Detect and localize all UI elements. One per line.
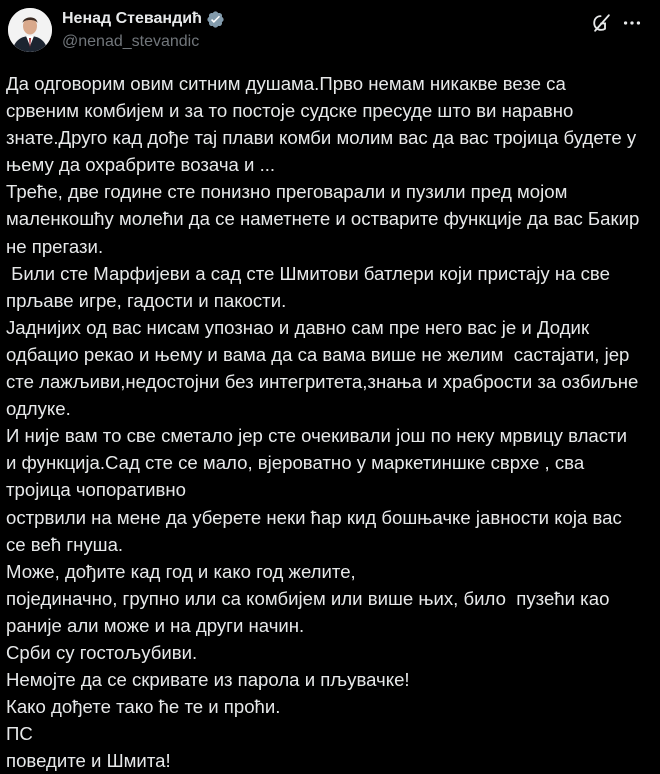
post-line: знате.Друго кад дође тај плави комби молим вас да вас тројица будете у [6,127,637,149]
display-name-row [62,8,225,30]
post-line: и функција.Сад сте се мало, вјероватно у маркетиншке сврхе , сва [6,452,585,474]
post-line: Како дођете тако ће те и проћи. [6,696,281,718]
post-line: се већ гнуша. [6,533,124,555]
verified-badge-icon [206,10,225,29]
post-header [0,0,660,60]
handle[interactable]: @nenad_stevandic [62,33,200,50]
post-line: срвеним комбијем и за то постоје судске пресуде што ви наравно [6,100,574,122]
post-text [6,70,652,774]
avatar-image [8,8,52,52]
display-name[interactable]: Ненад Стевандић [62,10,202,27]
post-line: острвили на мене да уберете неки ћар кид бошњачке јавности која вас [6,506,622,528]
more-options-icon[interactable] [621,12,643,34]
post-line: не прегази. [6,235,104,257]
post-line: раније али може и на други начин. [6,614,305,636]
post-line: Немојте да се скривате из парола и пљувачке! [6,669,410,691]
post-line: Може, дођите кад год и како год желите, [6,560,356,582]
post-line: И није вам то све сметало јер сте очекивали још по неку мрвицу власти [6,425,627,447]
post-line: Да одговорим овим ситним душама.Прво немам никакве везе са [6,73,566,94]
post-line: Треће, две године сте понизно преговарали и пузили пред мојом [6,181,568,203]
author-names [62,8,225,51]
post-line: Срби су гостољубиви. [6,641,198,663]
post-line: њему да охрабрите возача и ... [6,154,276,176]
post-line: Јаднијих од вас нисам упознао и давно сам пре него вас је и Додик [6,316,590,338]
post-line: сте лажљиви,недостојни без интегритета,знања и храбрости за озбиљне [6,371,639,393]
post-line: прљаве игре, гадости и пакости. [6,289,287,311]
post-line: тројица чопоративно [6,479,186,501]
post-line: појединачно, групно или са комбијем или више њих, било пузећи као [6,587,610,609]
post-line: одлуке. [6,398,71,420]
post-line: поведите и Шмита! [6,750,171,772]
post-line: ПС [6,723,33,745]
post-line: маленкошћу молећи да се наметнете и остварите функције да вас Бакир [6,208,640,230]
post-line: одбацио рекао и њему и вама да са вама више не желим састајати, јер [6,343,630,365]
grok-icon[interactable] [591,12,613,34]
avatar[interactable] [8,8,52,52]
post-line: Били сте Марфијеви а сад сте Шмитови батлери који пристају на све [6,262,610,284]
